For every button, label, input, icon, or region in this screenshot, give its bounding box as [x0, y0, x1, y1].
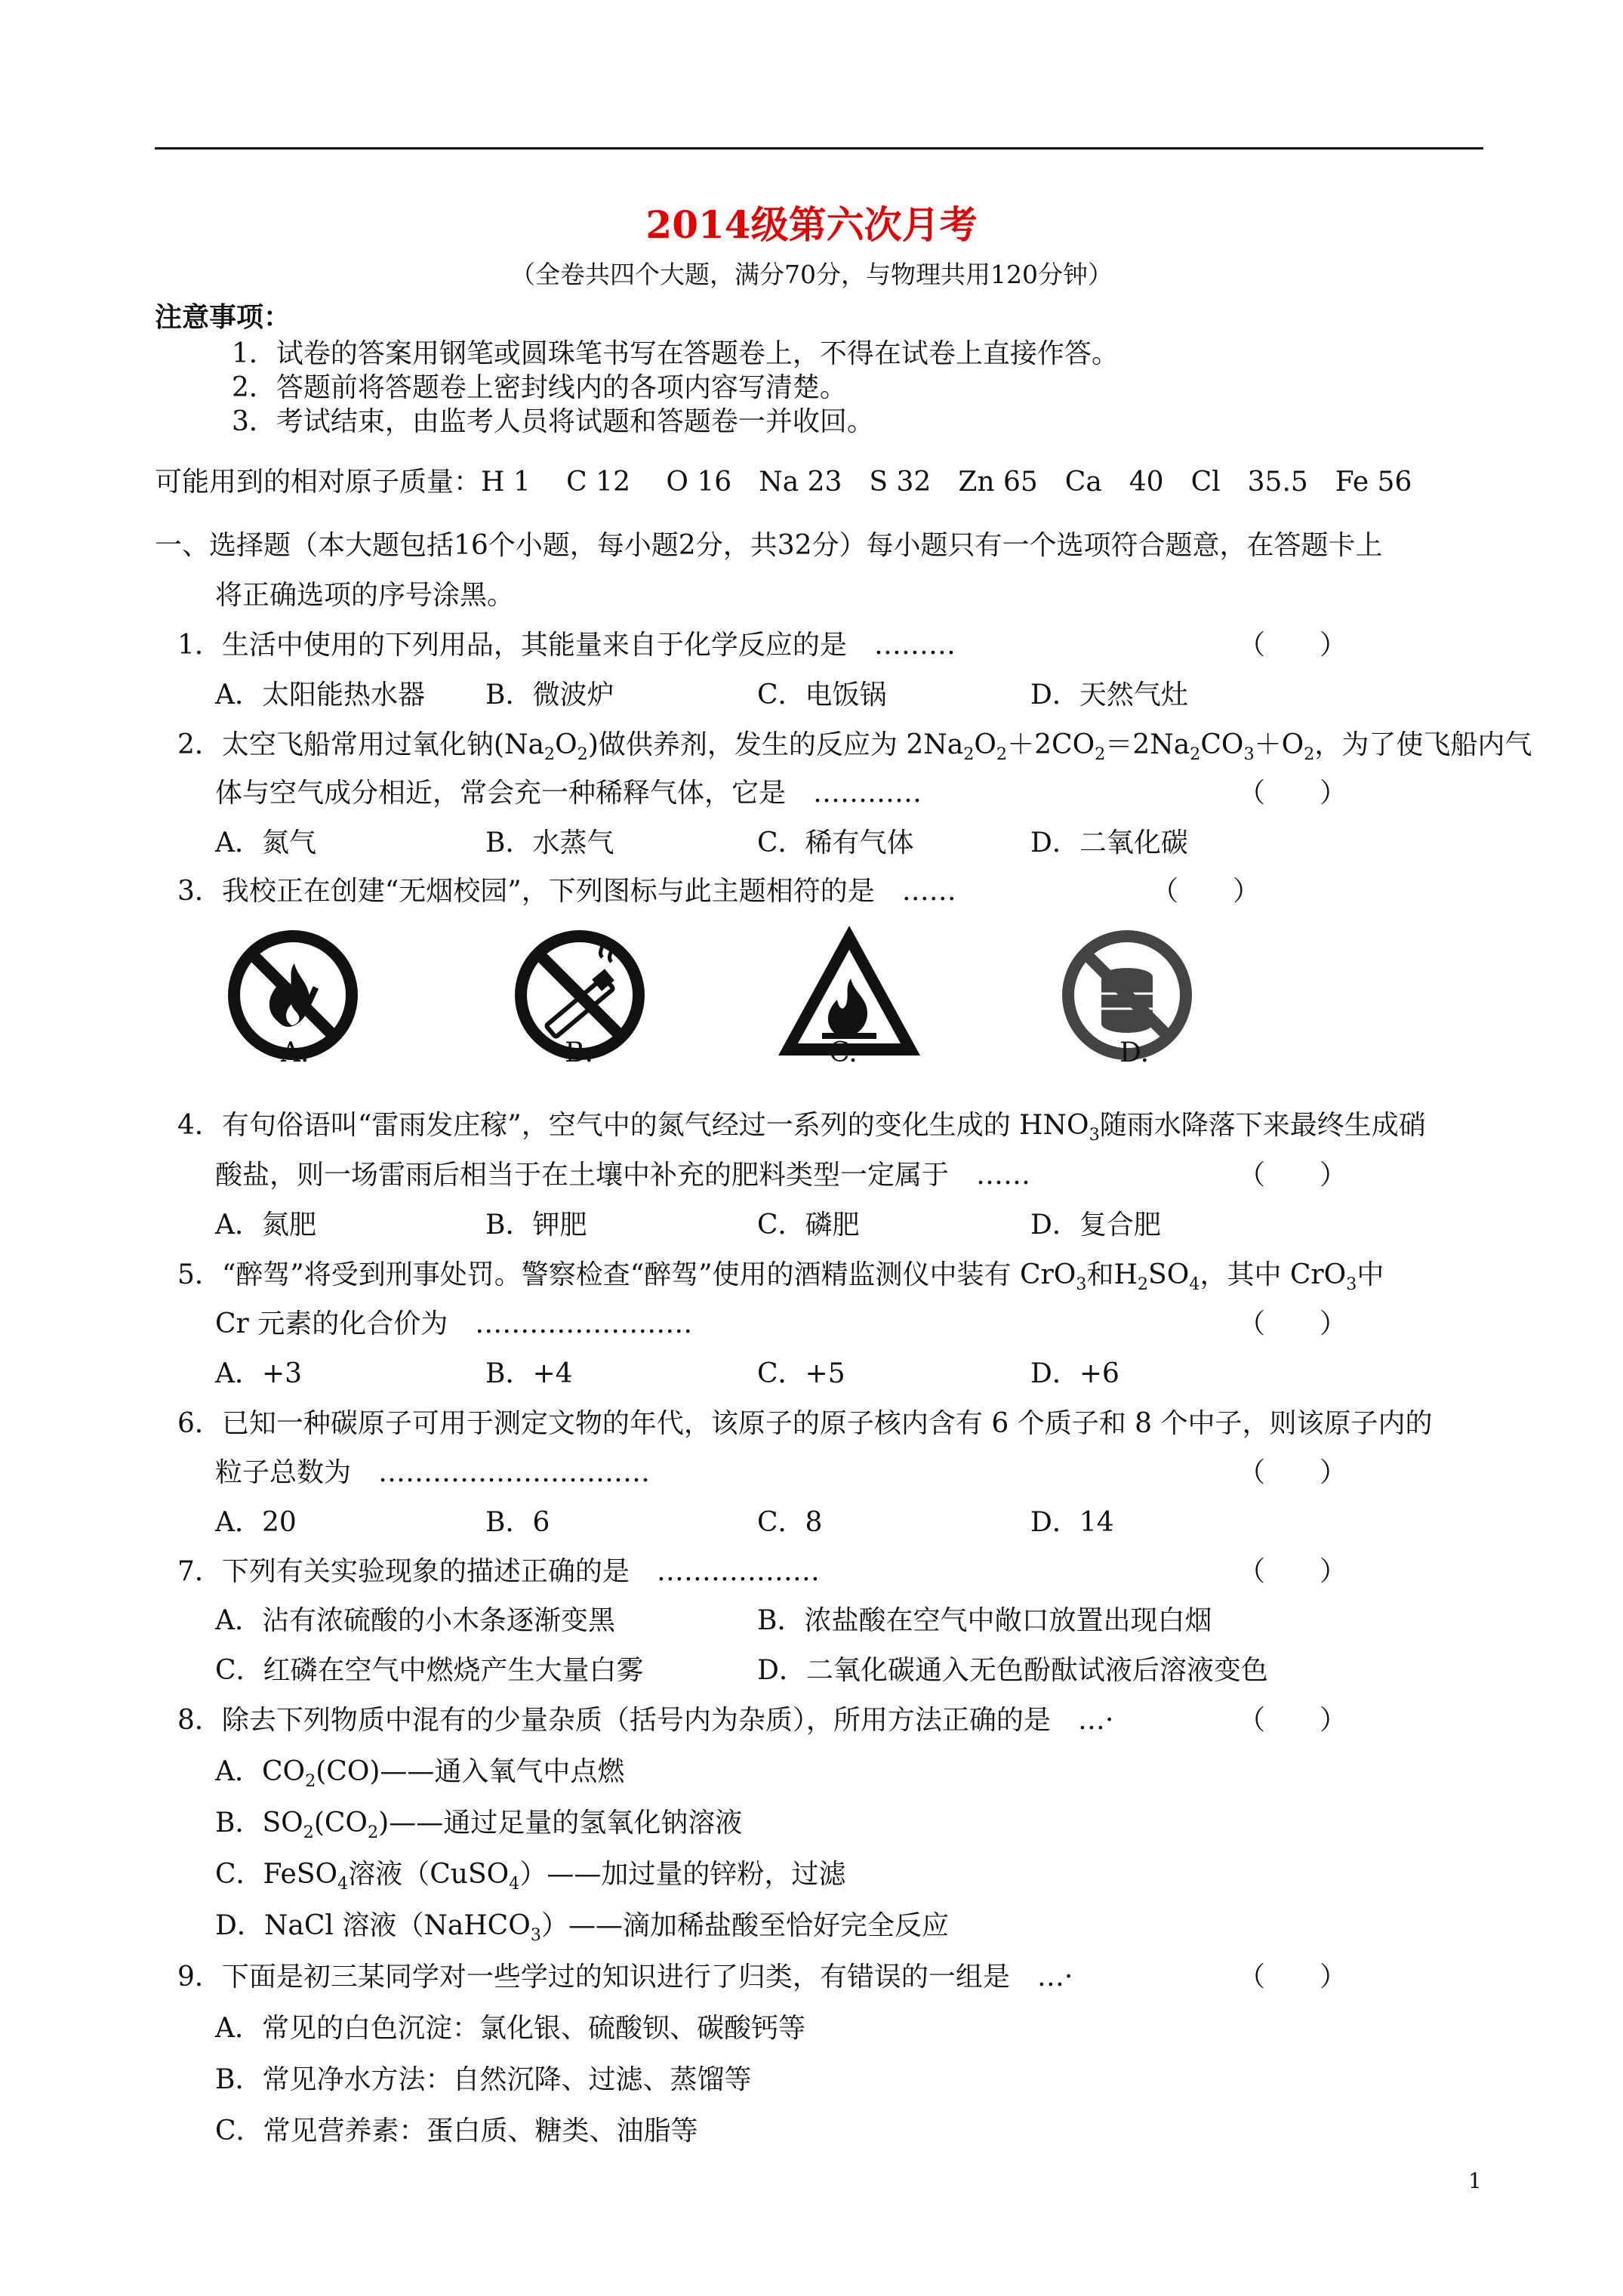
answer-paren-9[interactable]: （ ） [1238, 1962, 1347, 1992]
q2-option-d[interactable]: D．二氧化碳 [1030, 827, 1188, 858]
q8-option-b[interactable]: B．$SO_2(CO_2)——$通过足量的氢氧化钠溶液 [215, 1808, 743, 1843]
q1-option-a[interactable]: A．太阳能热水器 [215, 680, 425, 710]
q8-option-c[interactable]: C．FeSO$_4$溶液（CuSO$_4$）——加过量的锌粉，过滤 [215, 1859, 846, 1894]
q8-option-a[interactable]: A．$CO_2(CO)——$通入氧气中点燃 [215, 1756, 625, 1792]
answer-paren-1[interactable]: （ ） [1238, 630, 1347, 661]
question-2-stem-cont: 体与空气成分相近，常会充一种稀释气体，它是 ………… [215, 778, 922, 809]
q1-option-b[interactable]: B．微波炉 [485, 680, 614, 710]
answer-paren-4[interactable]: （ ） [1238, 1160, 1347, 1191]
q7-option-c[interactable]: C．红磷在空气中燃烧产生大量白雾 [215, 1655, 644, 1686]
question-7-stem: 7．下列有关实验现象的描述正确的是 ……………… [177, 1556, 820, 1587]
question-5-stem-cont: Cr 元素的化合价为 …………………… [215, 1308, 693, 1339]
answer-paren-7[interactable]: （ ） [1238, 1556, 1347, 1587]
answer-paren-2[interactable]: （ ） [1238, 778, 1347, 809]
q5-option-a[interactable]: A．+3 [215, 1358, 303, 1389]
q9-option-b[interactable]: B．常见净水方法：自然沉降、过滤、蒸馏等 [215, 2064, 752, 2095]
q5-option-c[interactable]: C．+5 [757, 1358, 845, 1389]
question-4-stem: 4．有句俗语叫“雷雨发庄稼”，空气中的氮气经过一系列的变化生成的 $HNO_3$随雨水降落下来最终生成硝 [177, 1110, 1426, 1145]
notice-heading: 注意事项： [155, 301, 291, 333]
q6-option-b[interactable]: B．6 [485, 1507, 550, 1538]
notice-item-2: 2．答题前将答题卷上密封线内的各项内容写清楚。 [232, 372, 847, 403]
q7-option-d[interactable]: D．二氧化碳通入无色酚酞试液后溶液变色 [757, 1655, 1268, 1686]
q4-option-a[interactable]: A．氮肥 [215, 1210, 316, 1240]
atomic-masses: 可能用到的相对原子质量：H 1 C 12 O 16 Na 23 S 32 Zn 65 Ca 40 Cl 35.5 Fe 56 [155, 467, 1412, 498]
answer-paren-6[interactable]: （ ） [1238, 1457, 1347, 1488]
icon-label-b: B. [565, 1037, 593, 1068]
exam-subtitle: （全卷共四个大题，满分70分，与物理共用120分钟） [510, 260, 1113, 289]
question-6-stem: 6．已知一种碳原子可用于测定文物的年代，该原子的原子核内含有 6 个质子和 8 个中子，则该原子内的 [177, 1408, 1433, 1439]
icon-label-d: D. [1119, 1037, 1150, 1068]
notice-item-1: 1．试卷的答案用钢笔或圆珠笔书写在答题卷上，不得在试卷上直接作答。 [232, 338, 1119, 369]
question-8-stem: 8．除去下列物质中混有的少量杂质（括号内为杂质），所用方法正确的是 …· [177, 1705, 1114, 1736]
question-4-stem-cont: 酸盐，则一场雷雨后相当于在土壤中补充的肥料类型一定属于 …… [215, 1160, 1031, 1191]
header-rule [155, 147, 1483, 149]
icon-label-c: C. [829, 1037, 858, 1068]
q6-option-d[interactable]: D．14 [1030, 1507, 1114, 1538]
q1-option-c[interactable]: C．电饭锅 [757, 680, 887, 710]
q6-option-c[interactable]: C．8 [757, 1507, 823, 1538]
q7-option-a[interactable]: A．沾有浓硫酸的小木条逐渐变黑 [215, 1605, 615, 1636]
q4-option-c[interactable]: C．磷肥 [757, 1210, 860, 1240]
section1-heading: 一、选择题（本大题包括16个小题，每小题2分，共32分）每小题只有一个选项符合题意，在答题卡上 [155, 530, 1383, 561]
question-5-stem: 5．“醉驾”将受到刑事处罚。警察检查“醉驾”使用的酒精监测仪中装有 CrO$_3$和$H_2SO_4$，其中 CrO$_3$中 [177, 1259, 1384, 1295]
answer-paren-3[interactable]: （ ） [1151, 876, 1261, 907]
q4-option-d[interactable]: D．复合肥 [1030, 1210, 1161, 1240]
icon-label-a: A. [281, 1037, 310, 1068]
page-number: 1 [1468, 2168, 1482, 2193]
page-title: 2014级第六次月考 [645, 202, 978, 247]
q9-option-c[interactable]: C．常见营养素：蛋白质、糖类、油脂等 [215, 2116, 698, 2147]
section1-heading-cont: 将正确选项的序号涂黑。 [215, 580, 515, 611]
question-3-stem: 3．我校正在创建“无烟校园”，下列图标与此主题相符的是 …… [177, 876, 956, 907]
q1-option-d[interactable]: D．天然气灶 [1030, 680, 1188, 710]
question-9-stem: 9．下面是初三某同学对一些学过的知识进行了归类，有错误的一组是 …· [177, 1962, 1073, 1992]
notice-item-3: 3．考试结束，由监考人员将试题和答题卷一并收回。 [232, 406, 874, 437]
q4-option-b[interactable]: B．钾肥 [485, 1210, 587, 1240]
q5-option-d[interactable]: D．+6 [1030, 1358, 1119, 1389]
q5-option-b[interactable]: B．+4 [485, 1358, 573, 1389]
q2-option-b[interactable]: B．水蒸气 [485, 827, 614, 858]
q9-option-a[interactable]: A．常见的白色沉淀：氯化银、硫酸钡、碳酸钙等 [215, 2013, 805, 2044]
answer-paren-8[interactable]: （ ） [1238, 1705, 1347, 1736]
question-1-stem: 1．生活中使用的下列用品，其能量来自于化学反应的是 ……… [177, 630, 956, 661]
question-2-stem: 2．太空飞船常用过氧化钠$(Na_2O_2)$做供养剂，发生的反应为 $2Na_2O_2+2CO_2=2Na_2CO_3+O_2$，为了使飞船内气 [177, 729, 1532, 765]
q6-option-a[interactable]: A．20 [215, 1507, 297, 1538]
question-6-stem-cont: 粒子总数为 ………………………… [215, 1457, 651, 1488]
answer-paren-5[interactable]: （ ） [1238, 1308, 1347, 1339]
q2-option-c[interactable]: C．稀有气体 [757, 827, 914, 858]
q7-option-b[interactable]: B．浓盐酸在空气中敞口放置出现白烟 [757, 1605, 1212, 1636]
q8-option-d[interactable]: D．NaCl 溶液（NaHCO$_3$）——滴加稀盐酸至恰好完全反应 [215, 1910, 949, 1946]
q2-option-a[interactable]: A．氮气 [215, 827, 316, 858]
